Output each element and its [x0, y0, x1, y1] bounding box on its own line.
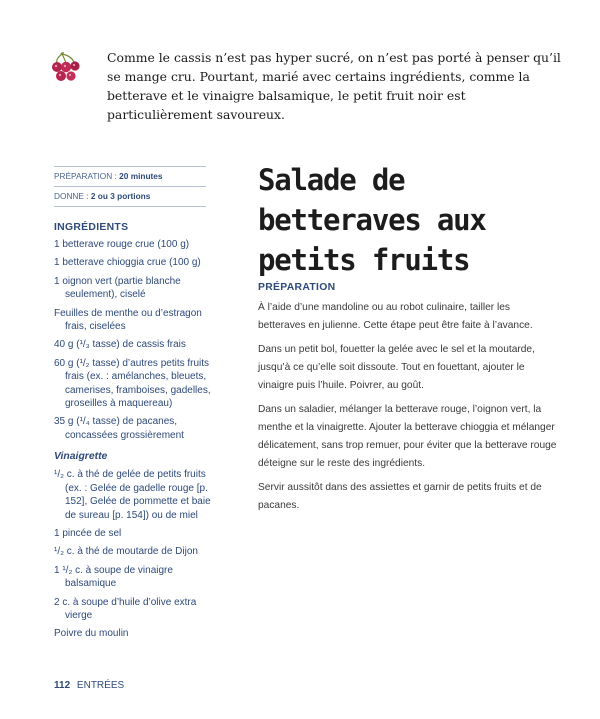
vinaigrette-item: ¹/₂ c. à thé de gelée de petits fruits (ex. : Gelée de gadelle rouge [p. 152], Gelée de pommette et baie de sureau [p. 154]) ou de miel	[54, 469, 211, 521]
ingredients-column	[54, 222, 214, 646]
prep-time-row	[54, 166, 206, 186]
intro-text: Comme le cassis n’est pas hyper sucré, on n’est pas porté à penser qu’il se mange cru. Pourtant, marié avec certains ingrédients, comme la betterave et le vinaigre balsamique, le petit fruit noir est particulièrement savoureux.	[107, 50, 561, 122]
vinaigrette-heading: Vinaigrette	[54, 451, 108, 463]
vinaigrette-item: 1 pincée de sel	[54, 527, 122, 539]
ingredient-item: 40 g (¹/₃ tasse) de cassis frais	[54, 339, 186, 351]
cassis-berries-icon	[48, 50, 82, 84]
preparation-step: À l’aide d’une mandoline ou au robot culinaire, tailler les betteraves en julienne. Cette étape peut être faite à l’avance.	[258, 302, 533, 331]
vinaigrette-item: 1 ¹/₂ c. à soupe de vinaigre balsamique	[54, 564, 173, 590]
vinaigrette-item: 2 c. à soupe d’huile d’olive extra vierge	[54, 596, 197, 621]
preparation-step: Servir aussitôt dans des assiettes et garnir de petits fruits et de pacanes.	[258, 482, 542, 511]
yield-label: DONNE :	[54, 191, 89, 201]
ingredients-heading: INGRÉDIENTS	[54, 222, 129, 233]
yield-value: 2 ou 3 portions	[90, 191, 151, 201]
ingredient-item: 60 g (¹/₂ tasse) d’autres petits fruits frais (ex. : amélanches, bleuets, camerises, framboises, gadelles, groseilles à maquereau)	[54, 357, 211, 410]
ingredient-item: Feuilles de menthe ou d’estragon frais, ciselées	[54, 307, 202, 333]
section-name: ENTRÉES	[76, 680, 125, 691]
prep-time-value: 20 minutes	[119, 171, 163, 181]
prep-time-label: PRÉPARATION :	[54, 171, 117, 181]
preparation-step: Dans un petit bol, fouetter la gelée avec le sel et la moutarde, jusqu’à ce qu’elle soit dissoute. Tout en fouettant, ajouter le vinaigre puis l’huile. Poivrer, au goût.	[258, 344, 535, 391]
ingredient-item: 1 oignon vert (partie blanche seulement), ciselé	[54, 275, 181, 301]
preparation-step: Dans un saladier, mélanger la betterave rouge, l’oignon vert, la menthe et la vinaigrette. Ajouter la betterave chioggia et mélanger délicatement, sans trop remuer, pour éviter que la betterave rouge déteigne sur le reste des ingrédients.	[258, 404, 557, 469]
page-footer	[54, 680, 124, 691]
recipe-title: Salade de betteraves aux petits fruits	[258, 163, 486, 277]
vinaigrette-item: ¹/₂ c. à thé de moutarde de Dijon	[54, 546, 198, 558]
ingredient-item: 1 betterave rouge crue (100 g)	[54, 239, 190, 250]
recipe-meta	[54, 166, 206, 207]
vinaigrette-item: Poivre du moulin	[54, 628, 129, 640]
preparation-heading: PRÉPARATION	[258, 282, 336, 293]
ingredient-item: 1 betterave chioggia crue (100 g)	[54, 257, 201, 269]
preparation-section	[258, 282, 558, 521]
yield-row	[54, 186, 206, 207]
ingredient-item: 35 g (¹/₄ tasse) de pacanes, concassées grossièrement	[54, 416, 184, 441]
page-number: 112	[54, 680, 71, 691]
